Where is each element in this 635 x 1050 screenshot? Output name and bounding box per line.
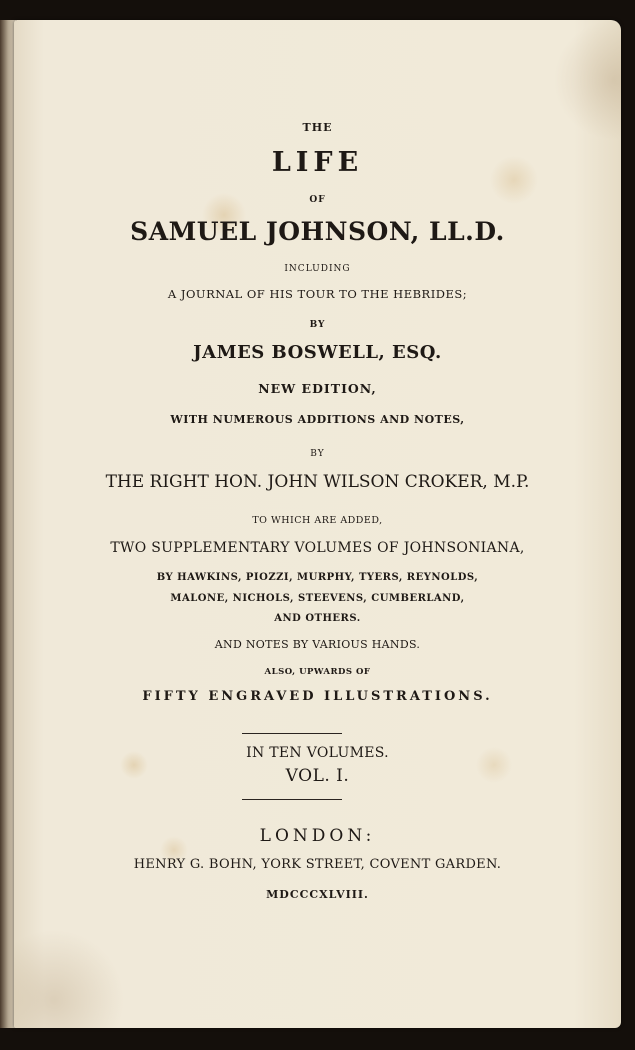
volumes-line: IN TEN VOLUMES. <box>246 745 389 761</box>
subject-heading: SAMUEL JOHNSON, LL.D. <box>130 217 505 246</box>
life-heading: LIFE <box>271 147 364 178</box>
journal-line: A JOURNAL OF HIS TOUR TO THE HEBRIDES; <box>167 287 468 301</box>
supplementary-line: TWO SUPPLEMENTARY VOLUMES OF JOHNSONIANA, <box>110 540 525 556</box>
also-line: ALSO, UPWARDS OF <box>264 667 371 677</box>
divider-rule-top <box>242 733 342 734</box>
by-label-2: BY <box>310 449 325 459</box>
year-line: MDCCCXLVIII. <box>266 888 369 901</box>
editor-name: THE RIGHT HON. JOHN WILSON CROKER, M.P. <box>105 472 530 492</box>
including-label: INCLUDING <box>284 264 351 274</box>
edition-line: NEW EDITION, <box>258 381 377 396</box>
of-label: OF <box>309 195 326 205</box>
contributors-line-1: BY HAWKINS, PIOZZI, MURPHY, TYERS, REYNOLDS, <box>156 572 479 583</box>
title-page-text <box>14 0 621 1050</box>
notes-hands-line: AND NOTES BY VARIOUS HANDS. <box>214 638 421 651</box>
author-name: JAMES BOSWELL, ESQ. <box>193 342 442 363</box>
city-line: LONDON: <box>259 826 376 846</box>
volume-number: VOL. I. <box>285 766 350 786</box>
additions-line: WITH NUMEROUS ADDITIONS AND NOTES, <box>170 413 465 426</box>
the-label: THE <box>302 121 333 134</box>
contributors-line-3: AND OTHERS. <box>274 613 361 624</box>
illustrations-line: FIFTY ENGRAVED ILLUSTRATIONS. <box>142 689 493 704</box>
contributors-line-2: MALONE, NICHOLS, STEEVENS, CUMBERLAND, <box>170 593 465 604</box>
divider-rule-bottom <box>242 799 342 800</box>
publisher-line: HENRY G. BOHN, YORK STREET, COVENT GARDEN. <box>133 857 502 872</box>
by-label-1: BY <box>309 320 326 330</box>
added-line: TO WHICH ARE ADDED, <box>252 515 383 526</box>
